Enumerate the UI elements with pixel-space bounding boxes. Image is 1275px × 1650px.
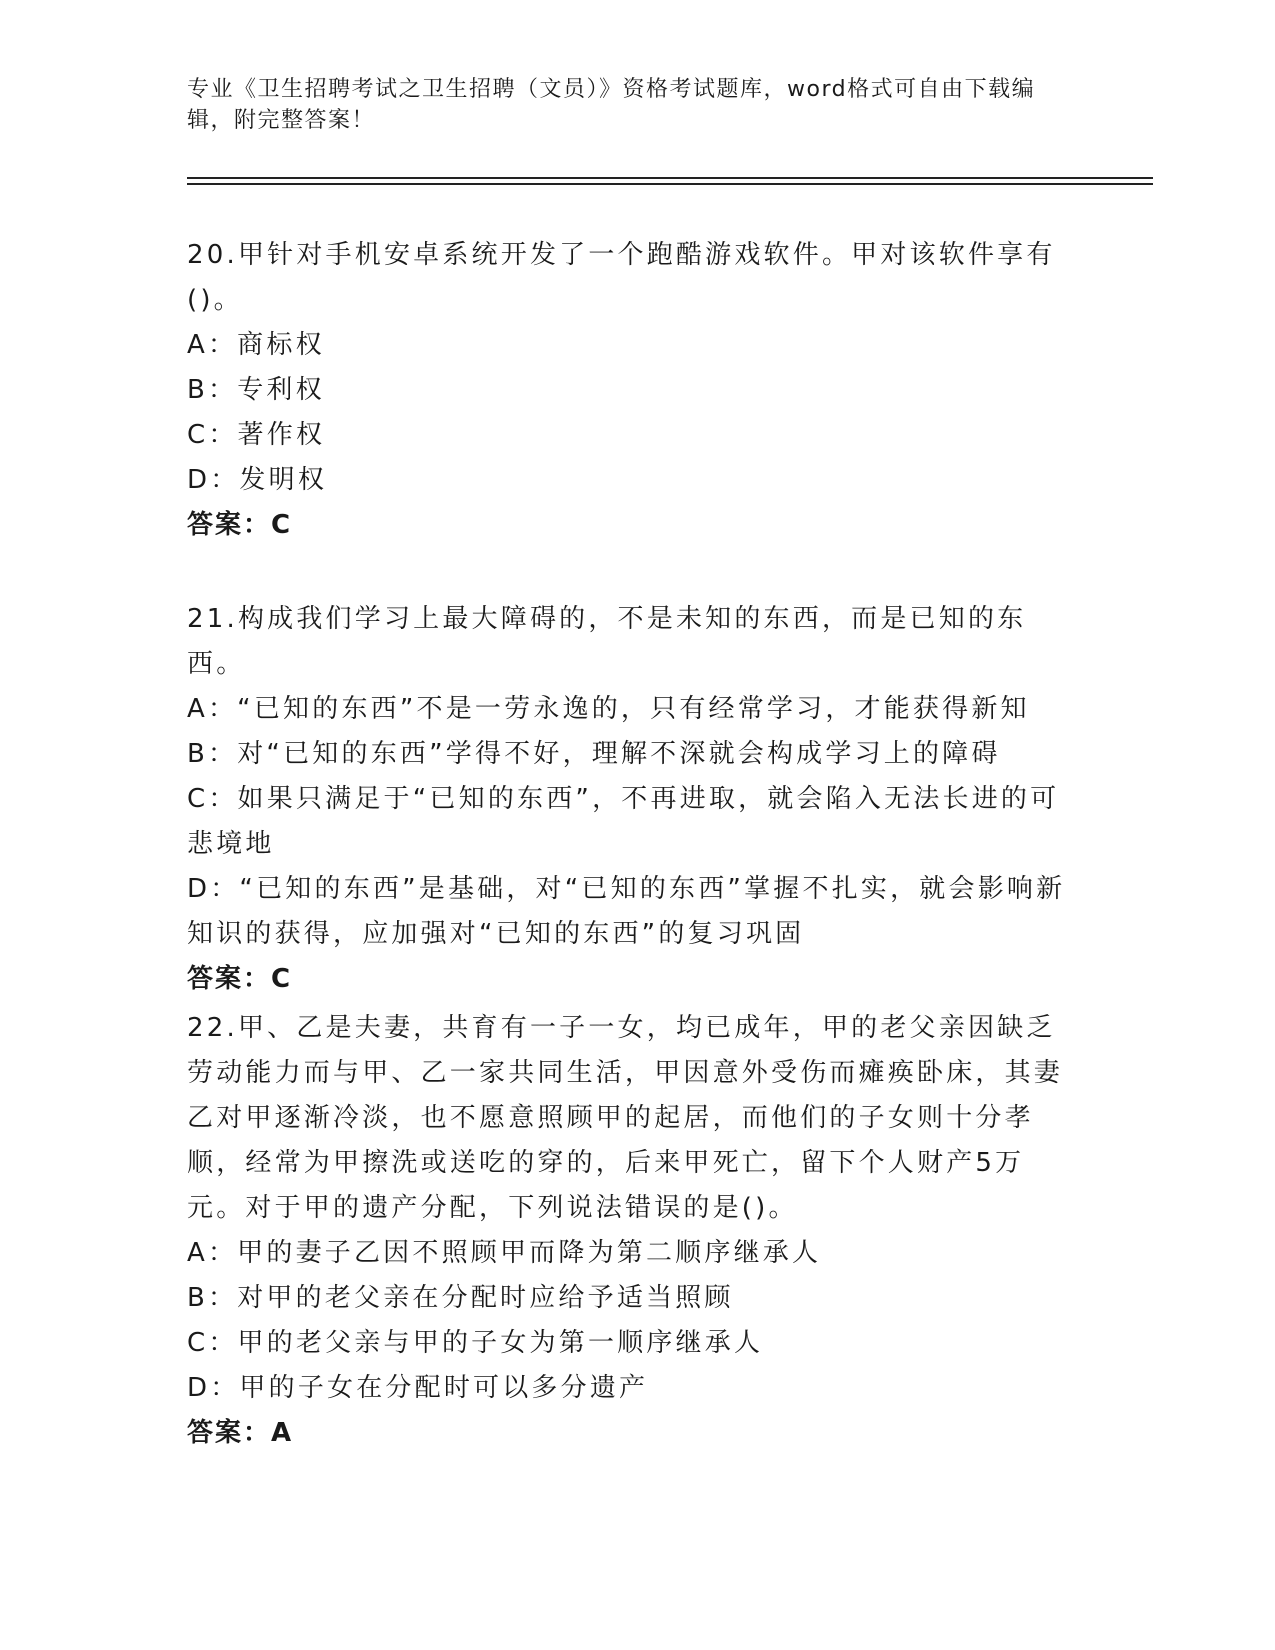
option-b: B：对甲的老父亲在分配时应给予适当照顾: [187, 1283, 734, 1313]
option-d: D：“已知的东西”是基础，对“已知的东西”掌握不扎实，就会影响新知识的获得，应加强对“已知的东西”的复习巩固: [187, 874, 1066, 949]
option-d: D：发明权: [187, 465, 328, 495]
option-b: B：专利权: [187, 375, 325, 405]
option-b: B：对“已知的东西”学得不好，理解不深就会构成学习上的障碍: [187, 739, 1001, 769]
answer-label: 答案：C: [187, 510, 293, 540]
option-d: D：甲的子女在分配时可以多分遗产: [187, 1373, 649, 1403]
option-c: C：甲的老父亲与甲的子女为第一顺序继承人: [187, 1328, 764, 1358]
document-header: [187, 74, 1057, 136]
header-text: 专业《卫生招聘考试之卫生招聘（文员）》资格考试题库，word格式可自由下载编辑，附完整答案！: [187, 77, 1036, 133]
question-stem: 20.甲针对手机安卓系统开发了一个跑酷游戏软件。甲对该软件享有()。: [187, 240, 1056, 315]
answer-label: 答案：C: [187, 964, 293, 994]
option-a: A：“已知的东西”不是一劳永逸的，只有经常学习，才能获得新知: [187, 694, 1030, 724]
header-divider-bottom: [187, 183, 1153, 185]
question-20: [187, 233, 1067, 548]
question-stem: 21.构成我们学习上最大障碍的，不是未知的东西，而是已知的东西。: [187, 604, 1027, 679]
option-c: C：如果只满足于“已知的东西”，不再进取，就会陷入无法长进的可悲境地: [187, 784, 1060, 859]
answer-label: 答案：A: [187, 1418, 294, 1448]
question-21: [187, 597, 1067, 1002]
header-divider-top: [187, 177, 1153, 179]
option-a: A：甲的妻子乙因不照顾甲而降为第二顺序继承人: [187, 1238, 822, 1268]
question-22: [187, 1006, 1067, 1456]
option-c: C：著作权: [187, 420, 326, 450]
option-a: A：商标权: [187, 330, 325, 360]
question-stem: 22.甲、乙是夫妻，共育有一子一女，均已成年，甲的老父亲因缺乏劳动能力而与甲、乙一家共同生活，甲因意外受伤而瘫痪卧床，其妻乙对甲逐渐冷淡，也不愿意照顾甲的起居，而他们的子女则十分孝顺，经常为甲擦洗或送吃的穿的，后来甲死亡，留下个人财产5万元。对于甲的遗产分配，下列说法错误的是()。: [187, 1013, 1064, 1223]
